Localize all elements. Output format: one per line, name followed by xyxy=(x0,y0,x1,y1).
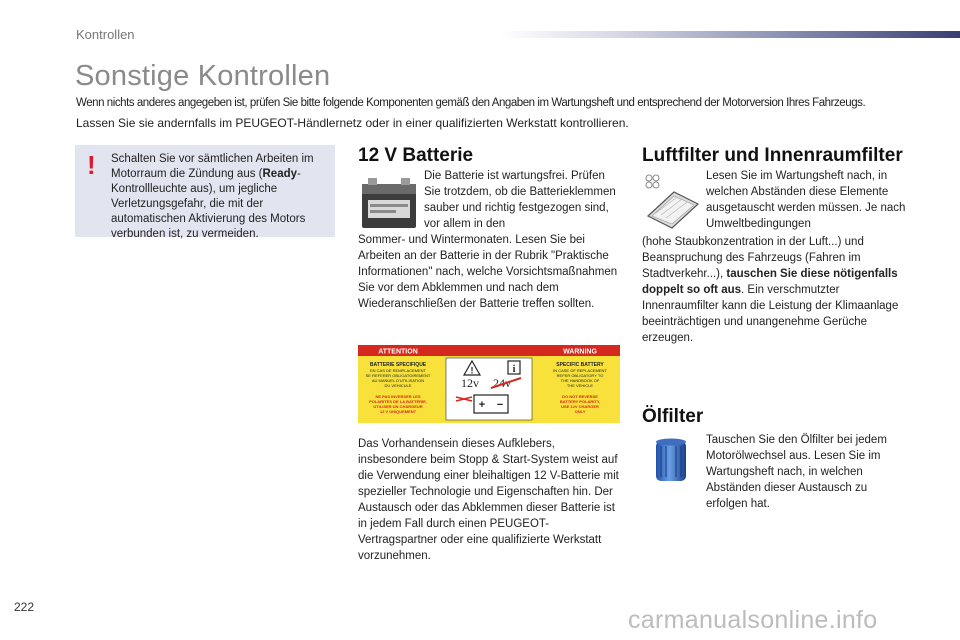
sticker-en-line: THE HANDBOOK OF xyxy=(560,378,600,383)
air-filter-heading: Luftfilter und Innenraumfilter xyxy=(642,145,903,166)
sticker-fr-red-line: 12 V UNIQUEMENT xyxy=(379,409,417,414)
battery-icon xyxy=(358,172,420,232)
svg-text:i: i xyxy=(512,364,516,375)
sticker-en-line: THE VEHICLE xyxy=(566,383,594,388)
sticker-fr-line: AU MANUEL D'UTILISATION xyxy=(371,378,425,383)
air-filter-text-b: (hohe Staubkonzentration in der Luft...) und Beanspruchung des Fahrzeugs (Fahren im Stadtverkehr...), tauschen Sie diese nötigenfalls doppelt so oft aus. Ein verschmutzter Innenraumfilter kann die Leistung der Klimaanlage beeinträchtigen und unangenehme Gerüche erzeugen. xyxy=(642,236,899,344)
section-label: Kontrollen xyxy=(76,27,135,42)
sticker-en-title: SPECIFIC BATTERY xyxy=(556,362,604,368)
sticker-fr-red-line: UTILISER UN CHARGEUR xyxy=(373,404,423,409)
sticker-fr-line: DU VEHICULE xyxy=(384,383,412,388)
intro-line-2: Lassen Sie sie andernfalls im PEUGEOT-Händlernetz oder in einer qualifizierten Werkstatt kontrollieren. xyxy=(76,116,629,130)
minus-sign: − xyxy=(496,399,504,411)
sticker-en-red-line: USE 12V CHARGER xyxy=(561,404,599,409)
air-filter-text-a: Lesen Sie im Wartungsheft nach, in welchen Abständen diese Elemente ausgetauscht werden müssen. Je nach Umweltbedingungen xyxy=(706,170,906,230)
intro-line-1: Wenn nichts anderes angegeben ist, prüfen Sie bitte folgende Komponenten gemäß den Angaben im Wartungsheft und entsprechend der Motorversion Ihres Fahrzeugs. xyxy=(76,97,866,109)
sticker-attention-label: ATTENTION xyxy=(378,348,418,356)
sticker-en-line: IN CASE OF REPLACEMENT xyxy=(553,368,607,373)
sticker-en-line: REFER OBLIGATORY TO xyxy=(556,373,604,378)
sticker-fr-red-line: NE PAS INVERSER LES xyxy=(375,394,421,399)
warning-text: Schalten Sie vor sämtlichen Arbeiten im Motorraum die Zündung aus (Ready-Kontrollleuchte aus), um jegliche Verletzungsgefahr, die mit der automatischen Aktivierung des Motors verbunden ist, zu vermeiden. xyxy=(111,153,314,240)
svg-text:!: ! xyxy=(470,365,474,376)
battery-text-b: Sommer- und Wintermonaten. Lesen Sie bei Arbeiten an der Batterie in der Rubrik "Praktische Informationen" nach, welche Vorsichtsmaßnahmen Sie vor dem Abklemmen und nach dem Wiederanschließen der Batterie treffen sollten. xyxy=(358,234,618,310)
plus-sign: + xyxy=(478,399,486,411)
sticker-fr-line: EN CAS DE REMPLACEMENT xyxy=(369,368,427,373)
battery-text-c: Das Vorhandensein dieses Aufklebers, insbesondere beim Stopp & Start-System weist auf die Verwendung einer bleihaltigen 12 V-Batterie mit spezieller Technologie und Eigenschaften hin. Der Austausch oder das Abklemmen dieser Batterie ist in jedem Fall durch einen PEUGEOT-Vertragspartner oder eine qualifizierte Werkstatt vorzunehmen. xyxy=(358,438,619,562)
battery-warning-sticker xyxy=(358,345,620,423)
sticker-en-red-line: DO NOT REVERSE xyxy=(562,394,598,399)
sticker-12v-label: 12v xyxy=(461,376,479,390)
sticker-fr-red-line: POLARITES DE LA BATTERIE, xyxy=(369,399,427,404)
exclamation-icon: ! xyxy=(87,150,96,180)
header-gradient-bar xyxy=(500,31,960,38)
page-number: 222 xyxy=(14,600,35,614)
sticker-24v-label: 24v xyxy=(493,376,511,390)
oil-filter-text: Tauschen Sie den Ölfilter bei jedem Motorölwechsel aus. Lesen Sie im Wartungsheft nach, in welchen Abständen dieser Austausch zu erfolgen hat. xyxy=(706,434,887,510)
sticker-fr-line: SE REFERER OBLIGATOIREMENT xyxy=(365,373,431,378)
battery-heading: 12 V Batterie xyxy=(358,145,474,166)
warning-box xyxy=(75,145,335,240)
air-filter-icon xyxy=(642,172,702,230)
oil-filter-heading: Ölfilter xyxy=(642,406,704,427)
page-title: Sonstige Kontrollen xyxy=(75,60,331,92)
sticker-warning-label: WARNING xyxy=(563,348,597,356)
battery-text-a: Die Batterie ist wartungsfrei. Prüfen Sie trotzdem, ob die Batterieklemmen sauber und richtig festgezogen sind, vor allem in den xyxy=(424,170,616,230)
oil-filter-icon xyxy=(652,437,690,485)
sticker-fr-title: BATTERIE SPECIFIQUE xyxy=(369,362,427,368)
sticker-en-red-line: BATTERY POLARITY, xyxy=(559,399,601,404)
watermark: carmanualsonline.info xyxy=(628,606,878,634)
sticker-en-red-line: ONLY xyxy=(574,409,586,414)
